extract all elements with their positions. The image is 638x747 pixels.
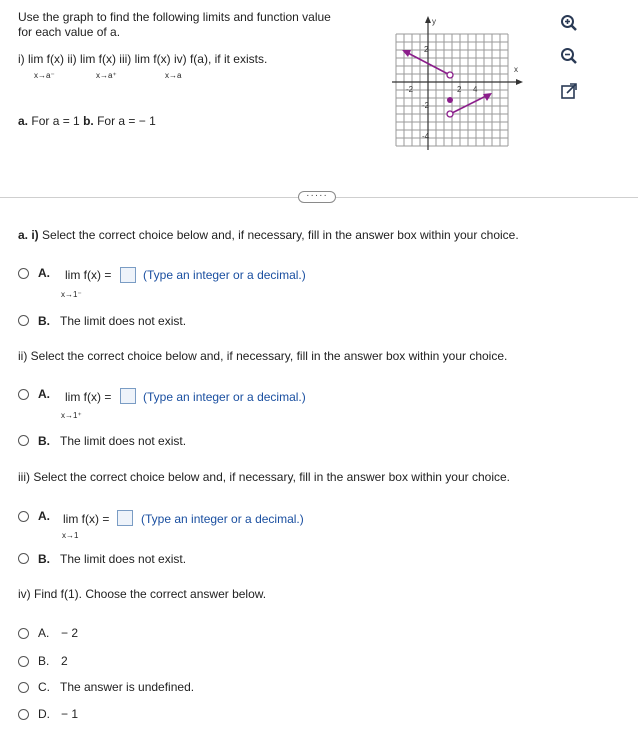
option-iii-a-hint: (Type an integer or a decimal.)	[141, 512, 304, 526]
radio-ii-b[interactable]	[18, 435, 29, 446]
x-axis-arrow	[516, 79, 523, 85]
radio-iv-a[interactable]	[18, 628, 29, 639]
option-ii-a-letter: A.	[38, 387, 50, 401]
option-i-a-hint: (Type an integer or a decimal.)	[143, 268, 306, 282]
option-iv-d-letter: D.	[38, 707, 50, 721]
option-i-b-text: The limit does not exist.	[60, 314, 187, 328]
zoom-out-icon[interactable]	[560, 47, 578, 65]
sub-ii: x→a⁺	[96, 71, 117, 80]
question-line-2: for each value of a.	[18, 25, 121, 39]
option-iv-c-letter: C.	[38, 680, 50, 694]
radio-i-a[interactable]	[18, 268, 29, 279]
tick-y-2: 2	[424, 45, 429, 54]
prompt-i-label: a. i)	[18, 228, 39, 242]
prompt-iv: iv) Find f(1). Choose the correct answer below.	[18, 587, 267, 601]
question-text	[18, 10, 378, 40]
closed-point	[447, 97, 453, 103]
question-parts: i) lim f(x) ii) lim f(x) iii) lim f(x) iv) f(a), if it exists.	[18, 52, 268, 66]
option-i-b-letter: B.	[38, 314, 50, 328]
part-b-text: For a = − 1	[97, 114, 156, 128]
sub-i: x→a⁻	[34, 71, 55, 80]
part-a-label: a.	[18, 114, 29, 128]
option-iii-a-sub: x→1	[62, 531, 79, 540]
prompt-i	[18, 228, 519, 242]
zoom-in-icon[interactable]	[560, 14, 578, 32]
tick-x-neg2: -2	[406, 85, 414, 94]
option-iv-b-text: 2	[61, 654, 68, 668]
part-a-text: For a = 1	[31, 114, 80, 128]
option-iii-a-lim: lim f(x) =	[63, 512, 110, 526]
open-point-lower	[447, 111, 453, 117]
question-line-1: Use the graph to find the following limits and function value	[18, 10, 331, 24]
more-button[interactable]: ·····	[298, 191, 336, 203]
x-axis-label: x	[514, 65, 518, 74]
option-ii-b-text: The limit does not exist.	[60, 434, 187, 448]
curve-right-piece	[452, 96, 486, 113]
function-graph	[384, 10, 534, 160]
part-b-label: b.	[83, 114, 94, 128]
option-ii-a-lim: lim f(x) =	[65, 390, 112, 404]
option-ii-a-sub: x→1⁺	[61, 411, 82, 420]
option-iii-b-text: The limit does not exist.	[60, 552, 187, 566]
radio-iii-a[interactable]	[18, 511, 29, 522]
option-i-a-letter: A.	[38, 266, 50, 280]
option-ii-b-letter: B.	[38, 434, 50, 448]
radio-iii-b[interactable]	[18, 553, 29, 564]
answer-box-i[interactable]	[120, 267, 136, 283]
tick-x-4: 4	[473, 85, 478, 94]
option-iii-b-letter: B.	[38, 552, 50, 566]
radio-ii-a[interactable]	[18, 389, 29, 400]
radio-iv-b[interactable]	[18, 656, 29, 667]
open-point-upper	[447, 72, 453, 78]
option-i-a-sub: x→1⁻	[61, 290, 82, 299]
y-axis-arrow	[425, 16, 431, 23]
popout-icon[interactable]	[560, 82, 578, 100]
sub-iii: x→a	[165, 71, 182, 80]
option-iv-d-text: − 1	[61, 707, 79, 721]
answer-box-ii[interactable]	[120, 388, 136, 404]
option-iv-b-letter: B.	[38, 654, 50, 668]
prompt-ii: ii) Select the correct choice below and, if necessary, fill in the answer box within your choice.	[18, 349, 508, 363]
part-labels	[18, 114, 156, 128]
y-axis-label: y	[432, 17, 436, 26]
radio-iv-c[interactable]	[18, 682, 29, 693]
tick-y-neg4: -4	[422, 132, 430, 141]
option-iii-a-letter: A.	[38, 509, 50, 523]
radio-iv-d[interactable]	[18, 709, 29, 720]
option-iv-c-text: The answer is undefined.	[60, 680, 195, 694]
prompt-i-text: Select the correct choice below and, if necessary, fill in the answer box within your choice.	[42, 228, 519, 242]
answer-box-iii[interactable]	[117, 510, 133, 526]
option-iv-a-letter: A.	[38, 626, 50, 640]
tick-y-neg2: -2	[422, 101, 430, 110]
option-iv-a-text: − 2	[61, 626, 79, 640]
option-ii-a-hint: (Type an integer or a decimal.)	[143, 390, 306, 404]
option-i-a-lim: lim f(x) =	[65, 268, 112, 282]
radio-i-b[interactable]	[18, 315, 29, 326]
tick-x-2: 2	[457, 85, 462, 94]
prompt-iii: iii) Select the correct choice below and, if necessary, fill in the answer box within your choice.	[18, 470, 511, 484]
